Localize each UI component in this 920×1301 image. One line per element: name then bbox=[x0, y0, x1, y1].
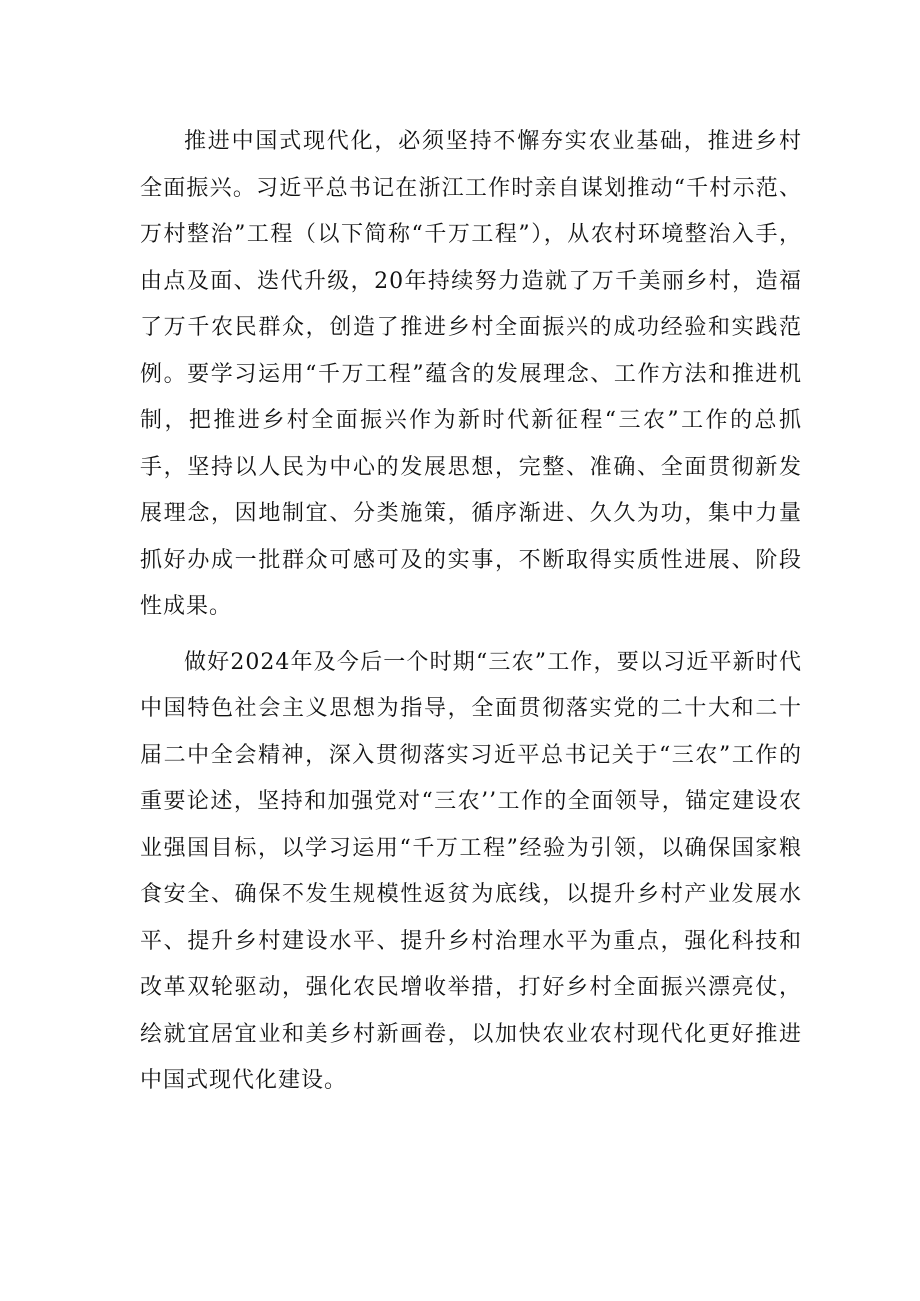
paragraph-1: 推进中国式现代化，必须坚持不懈夯实农业基础，推进乡村全面振兴。习近平总书记在浙江工作时亲自谋划推动“千村示范、万村整治”工程（以下简称“千万工程”），从农村环境整治入手，由点及面、迭代升级，20年持续努力造就了万千美丽乡村，造福了万千农民群众，创造了推进乡村全面振兴的成功经验和实践范例。要学习运用“千万工程”蕴含的发展理念、工作方法和推进机制，把推进乡村全面振兴作为新时代新征程“三农”工作的总抓手，坚持以人民为中心的发展思想，完整、准确、全面贯彻新发展理念，因地制宜、分类施策，循序渐进、久久为功，集中力量抓好办成一批群众可感可及的实事，不断取得实质性进展、阶段性成果。 bbox=[140, 129, 802, 619]
paragraph-2: 做好2024年及今后一个时期“三农”工作，要以习近平新时代中国特色社会主义思想为指导，全面贯彻落实党的二十大和二十届二中全会精神，深入贯彻落实习近平总书记关于“三农”工作的重要论述，坚持和加强党对“三农’’工作的全面领导，锚定建设农业强国目标，以学习运用“千万工程”经验为引领，以确保国家粮食安全、确保不发生规模性返贫为底线，以提升乡村产业发展水平、提升乡村建设水平、提升乡村治理水平为重点，强化科技和改革双轮驱动，强化农民增收举措，打好乡村全面振兴漂亮仗，绘就宜居宜业和美乡村新画卷，以加快农业农村现代化更好推进中国式现代化建设。 bbox=[140, 649, 802, 1093]
document-body bbox=[140, 119, 802, 1114]
